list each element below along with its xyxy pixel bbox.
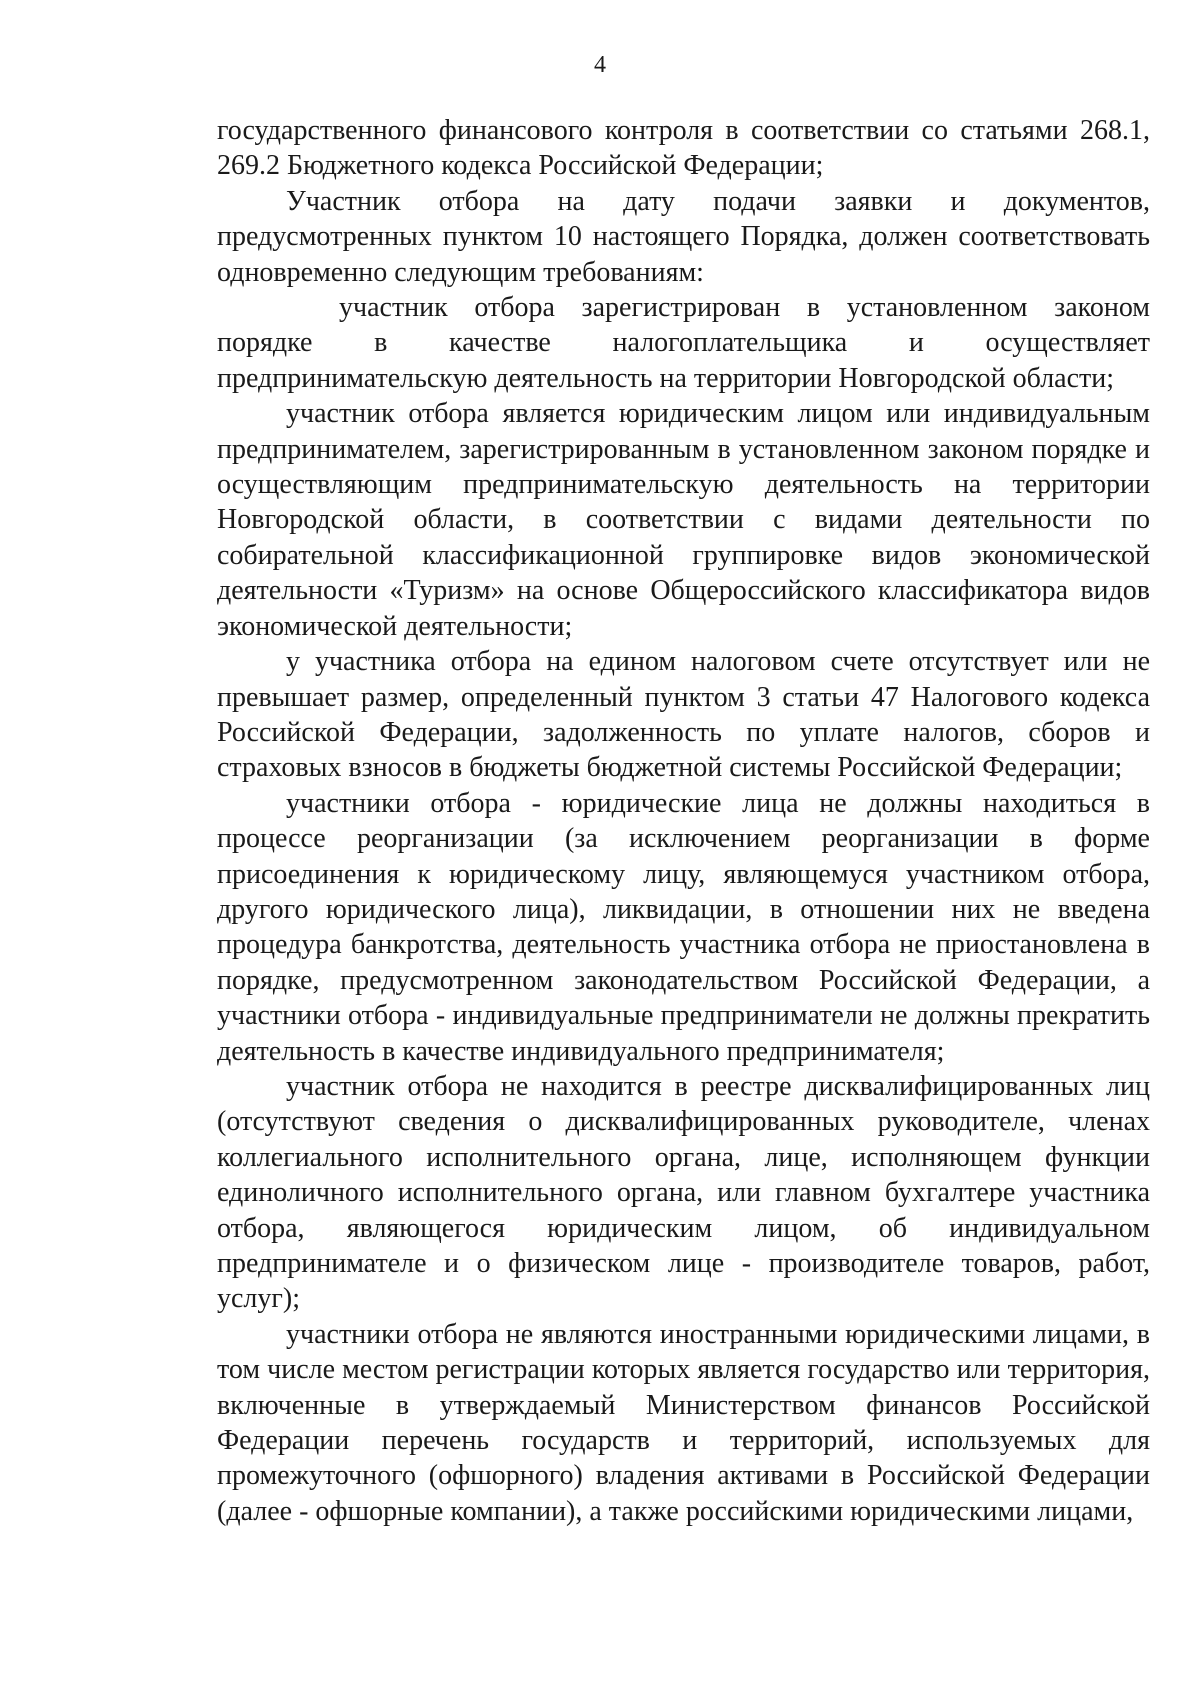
paragraph-continuation: государственного финансового контроля в соответствии со статьями 268.1, 269.2 Бюджетного кодекса Российской Федерации; [217, 115, 1150, 182]
paragraph-requirement-disqualified: участник отбора не находится в реестре дисквалифицированных лиц (отсутствуют сведения о дисквалифицированных руководителе, членах коллегиального исполнительного органа, лице, исполняющем функции единоличного исполнительного органа, или главном бухгалтере участника отбора, являющегося юридическим лицом, об индивидуальном предпринимателе и о физическом лице - производителе товаров, работ, услуг); [217, 1070, 1150, 1315]
paragraph-requirements-intro: Участник отбора на дату подачи заявки и документов, предусмотренных пунктом 10 настоящего Порядка, должен соответствовать одновременно следующим требованиям: [217, 185, 1150, 288]
paragraph-requirement-reorganization: участники отбора - юридические лица не должны находиться в процессе реорганизации (за исключением реорганизации в форме присоединения к юридическому лицу, являющемуся участником отбора, другого юридического лица), ликвидации, в отношении них не введена процедура банкротства, деятельность участника отбора не приостановлена в порядке, предусмотренном законодательством Российской Федерации, а участники отбора - индивидуальные предприниматели не должны прекратить деятельность в качестве индивидуального предпринимателя; [217, 787, 1150, 1067]
paragraph-requirement-tax-debt: у участника отбора на едином налоговом счете отсутствует или не превышает размер, определенный пунктом 3 статьи 47 Налогового кодекса Российской Федерации, задолженность по уплате налогов, сборов и страховых взносов в бюджеты бюджетной системы Российской Федерации; [217, 646, 1150, 784]
paragraph-requirement-legal-entity: участник отбора является юридическим лицом или индивидуальным предпринимателем, зарегистрированным в установленном законом порядке и осуществляющим предпринимательскую деятельность на территории Новгородской области, в соответствии с видами деятельности по собирательной классификационной группировке видов экономической деятельности «Туризм» на основе Общероссийского классификатора видов экономической деятельности; [217, 398, 1150, 642]
paragraph-requirement-offshore: участники отбора не являются иностранными юридическими лицами, в том числе местом регистрации которых является государство или территория, включенные в утверждаемый Министерством финансов Российской Федерации перечень государств и территорий, используемых для промежуточного (офшорного) владения активами в Российской Федерации (далее - офшорные компании), а также российскими юридическими лицами, [217, 1318, 1150, 1527]
paragraph-requirement-registration: участник отбора зарегистрирован в установленном законом порядке в качестве налогоплательщика и осуществляет предпринимательскую деятельность на территории Новгородской области; [217, 292, 1150, 394]
page-number: 4 [594, 52, 606, 78]
document-body [217, 113, 1150, 1529]
